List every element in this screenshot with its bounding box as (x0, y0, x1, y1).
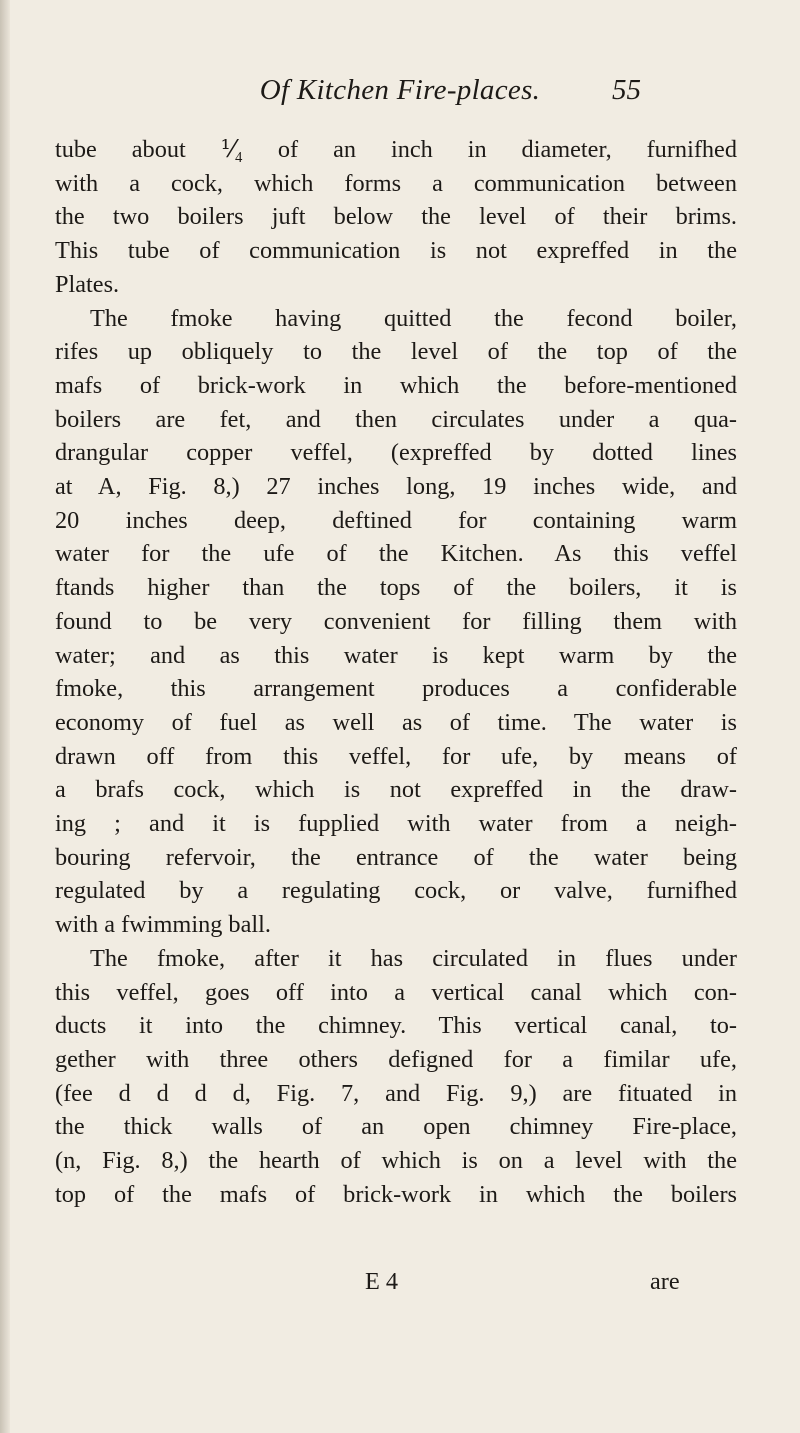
running-title: Of Kitchen Fire-places. (259, 74, 541, 106)
text-line: drawn off from this veffel, for ufe, by means of (55, 742, 737, 770)
text-line: water; and as this water is kept warm by the (55, 641, 737, 669)
text-line: a brafs cock, which is not expreffed in the draw- (55, 776, 737, 804)
text-line: The fmoke having quitted the fecond boiler, (90, 304, 737, 332)
text-line: the two boilers juft below the level of their brims. (55, 203, 737, 231)
text-line: economy of fuel as well as of time. The water is (55, 708, 737, 736)
text-line: water for the ufe of the Kitchen. As this veffel (55, 540, 737, 568)
page-footer (0, 1268, 800, 1304)
text-line: Plates. (55, 270, 120, 298)
text-line: fmoke, this arrangement produces a confiderable (55, 675, 737, 703)
text-line: tube about ⅟₄ of an inch in diameter, furnifhed (55, 136, 737, 163)
text-line: drangular copper veffel, (expreffed by dotted lines (55, 439, 737, 467)
text-line: found to be very convenient for filling them with (55, 607, 737, 635)
text-line: boilers are fet, and then circulates under a qua- (55, 405, 737, 433)
text-line: gether with three others defigned for a fimilar ufe, (55, 1045, 737, 1073)
text-line: with a cock, which forms a communication between (55, 169, 737, 197)
text-line: ducts it into the chimney. This vertical canal, to- (55, 1012, 737, 1040)
text-line: The fmoke, after it has circulated in flues under (90, 944, 737, 972)
catchword: are (650, 1268, 680, 1295)
text-line: bouring refervoir, the entrance of the water being (55, 843, 737, 871)
text-line: (n, Fig. 8,) the hearth of which is on a level with the (55, 1147, 737, 1175)
page-header (0, 74, 800, 114)
text-line: rifes up obliquely to the level of the top of the (55, 338, 737, 366)
signature-mark: E 4 (365, 1268, 399, 1295)
page-gutter-shadow (0, 0, 10, 1433)
text-line: regulated by a regulating cock, or valve, furnifhed (55, 877, 737, 905)
text-line: at A, Fig. 8,) 27 inches long, 19 inches wide, and (55, 473, 737, 501)
page-number: 55 (612, 74, 641, 106)
text-line: ftands higher than the tops of the boilers, it is (55, 574, 737, 602)
text-line: 20 inches deep, deftined for containing warm (55, 506, 737, 534)
text-line: the thick walls of an open chimney Fire-place, (55, 1113, 737, 1141)
text-line: this veffel, goes off into a vertical canal which con- (55, 978, 737, 1006)
text-line: top of the mafs of brick-work in which the boilers (55, 1180, 737, 1208)
text-line: mafs of brick-work in which the before-mentioned (55, 371, 737, 399)
text-line: (fee d d d d, Fig. 7, and Fig. 9,) are fituated in (55, 1079, 737, 1107)
text-line: with a fwimming ball. (55, 911, 271, 939)
text-line: This tube of communication is not expreffed in the (55, 237, 737, 265)
text-line: ing ; and it is fupplied with water from a neigh- (55, 810, 737, 838)
body-text (55, 133, 737, 1212)
